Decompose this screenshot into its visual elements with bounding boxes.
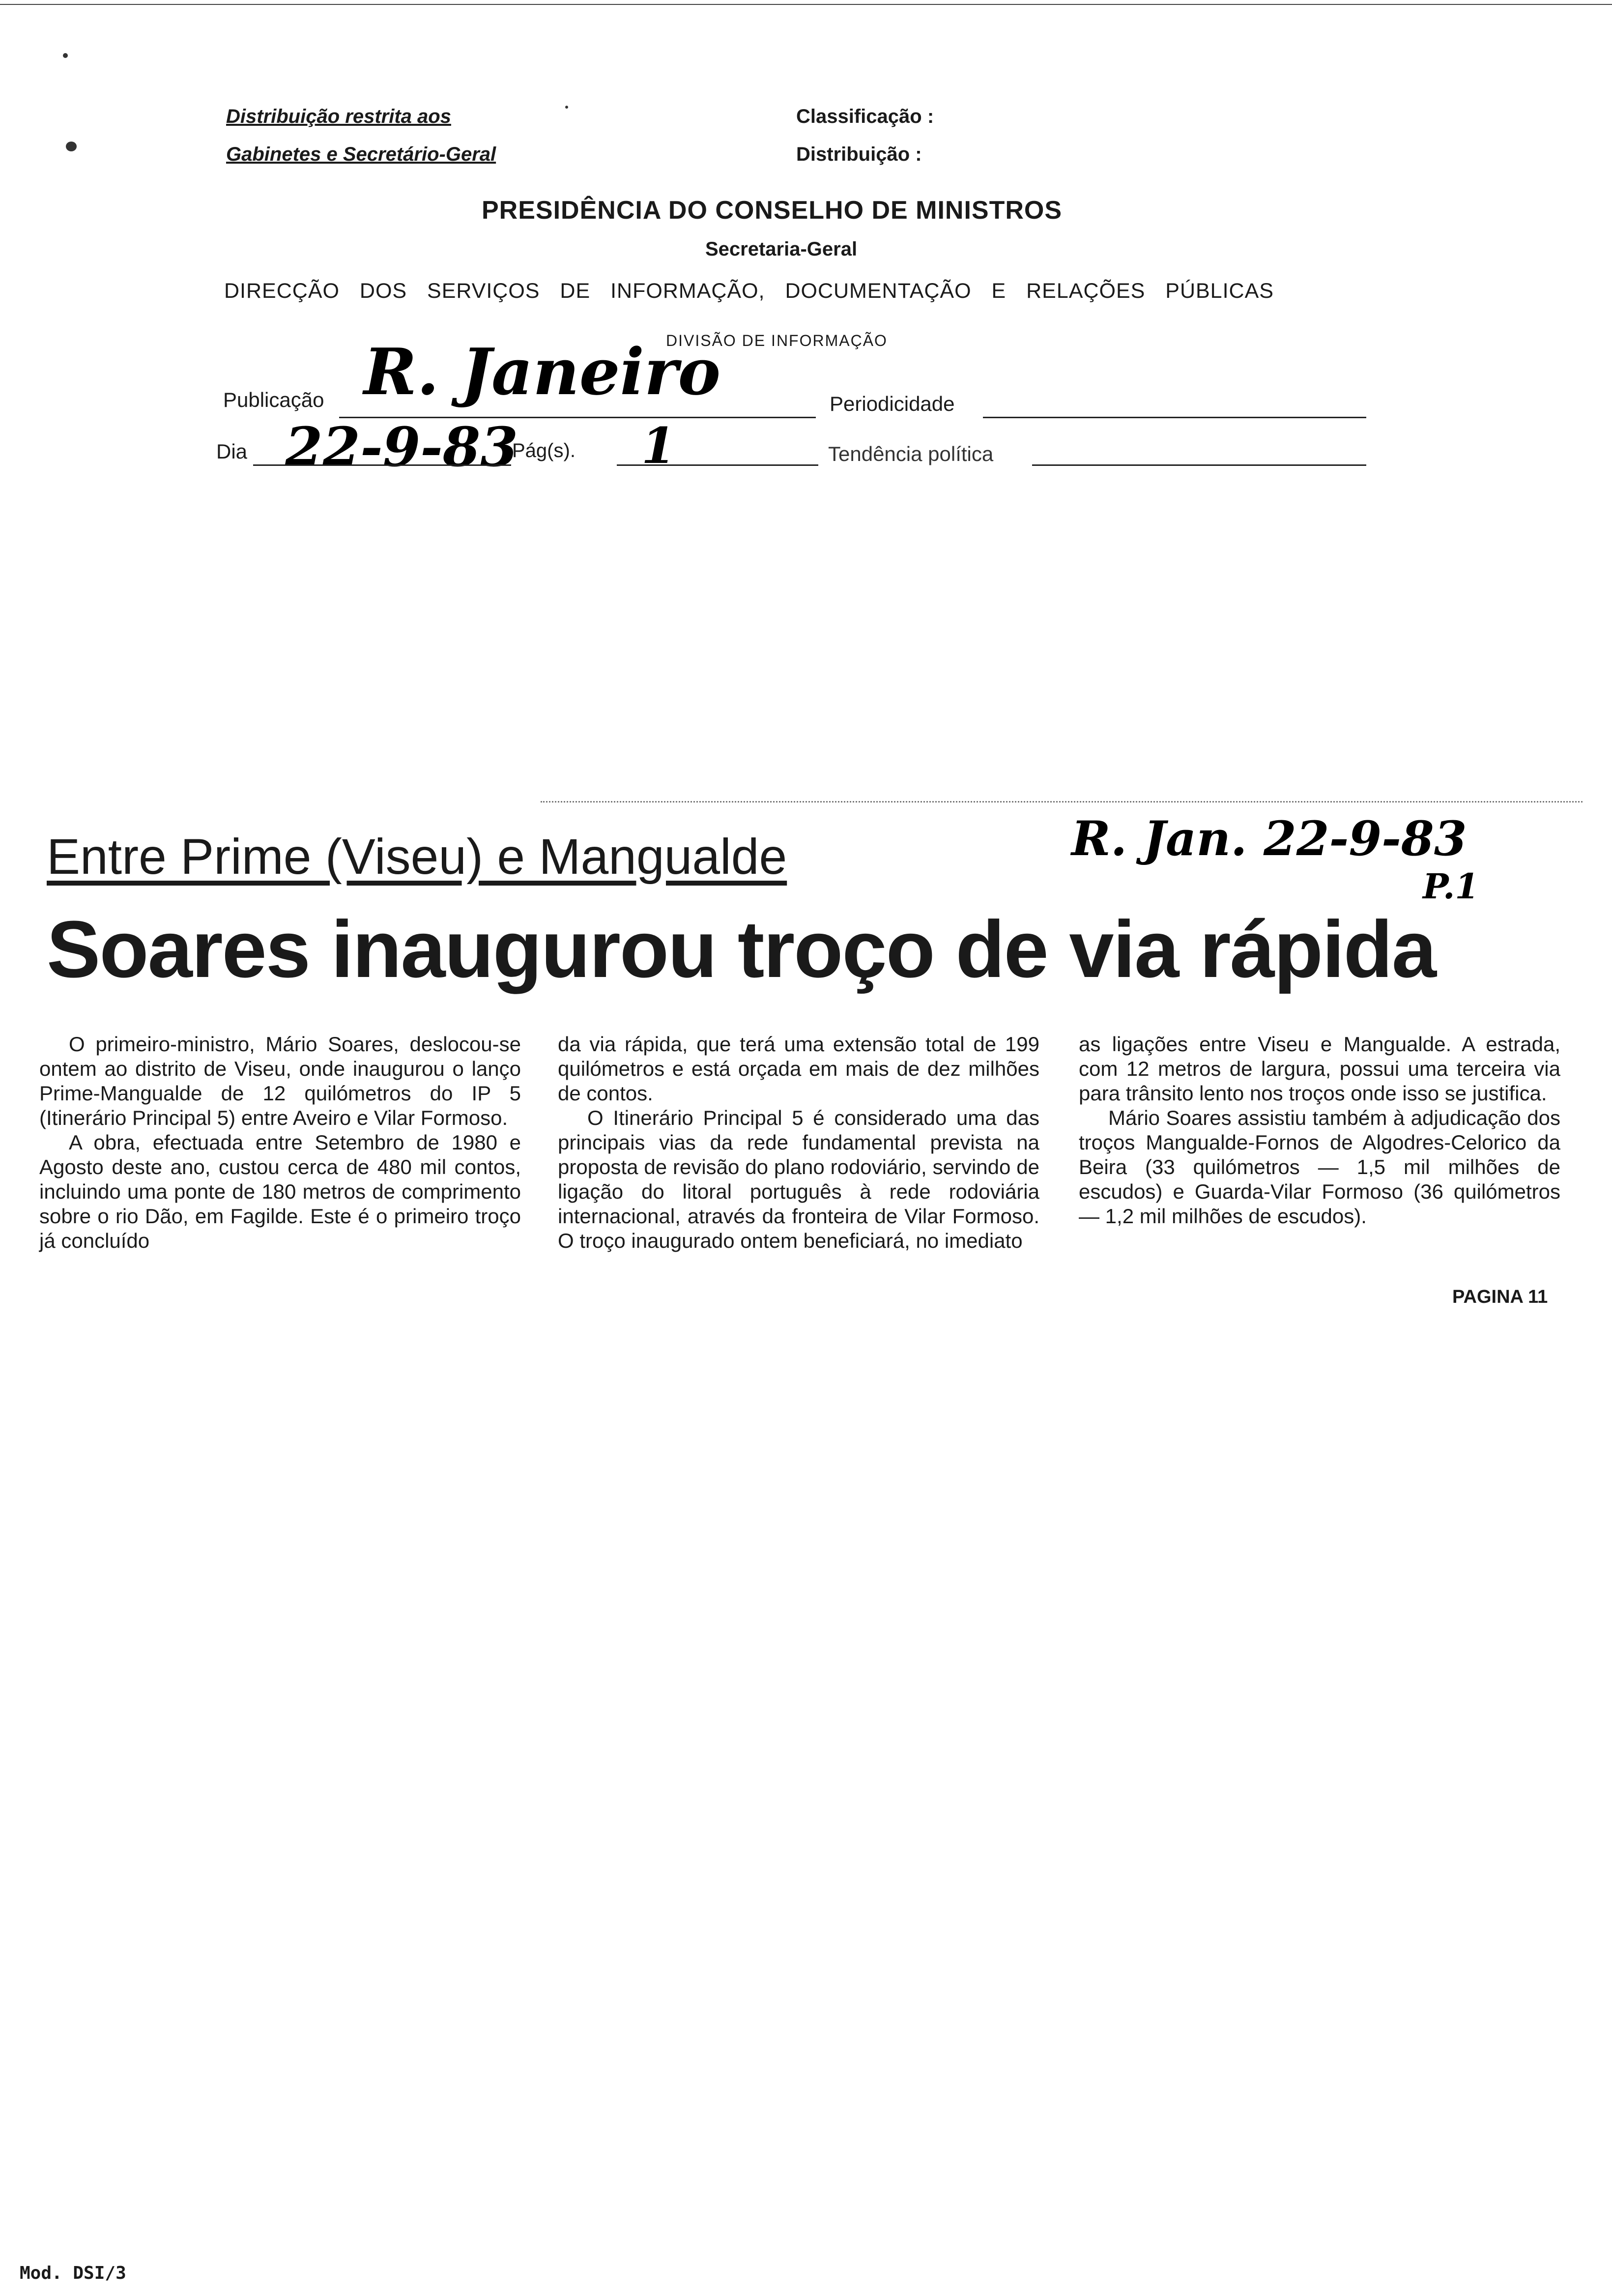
scan-top-border: [0, 4, 1612, 5]
direction-title: DIRECÇÃO DOS SERVIÇOS DE INFORMAÇÃO, DOCUMENTAÇÃO E RELAÇÕES PÚBLICAS: [224, 279, 1274, 303]
form-model-number: Mod. DSI/3: [20, 2263, 126, 2283]
handwritten-page-note: P.1: [1423, 866, 1479, 907]
periodicidade-line: [983, 417, 1366, 418]
col1-paragraph: O primeiro-ministro, Mário Soares, deslocou-se ontem ao distrito de Viseu, onde inaugurou o lanço Prime-Mangualde de 12 quilómetros do IP 5 (Itinerário Principal 5) entre Aveiro e Vilar Formoso.: [39, 1033, 521, 1129]
distribuicao-label: Distribuição :: [796, 144, 922, 165]
pags-line: [617, 464, 818, 466]
dia-line: [253, 464, 511, 466]
article-column-1: [39, 1032, 521, 1253]
article-kicker: Entre Prime (Viseu) e Mangualde: [47, 829, 787, 885]
article-column-3: [1079, 1032, 1560, 1229]
pags-value: 1: [641, 417, 676, 475]
col3-paragraph: Mário Soares assistiu também à adjudicação dos troços Mangualde-Fornos de Algodres-Celorico da Beira (33 quilómetros — 1,5 mil milhões de escudos) e Guarda-Vilar Formoso (36 quilómetros — 1,2 mil milhões de escudos).: [1079, 1106, 1560, 1228]
col1-paragraph: A obra, efectuada entre Setembro de 1980 e Agosto deste ano, custou cerca de 480 mil contos, incluindo uma ponte de 180 metros de comprimento sobre o rio Dão, em Fagilde. Este é o primeiro troço já concluído: [39, 1131, 521, 1252]
pags-label: Pág(s).: [512, 440, 576, 461]
periodicidade-label: Periodicidade: [830, 392, 955, 415]
dia-label: Dia: [216, 440, 248, 463]
tendencia-label: Tendência política: [828, 442, 994, 465]
distribution-line-2: Gabinetes e Secretário-Geral: [226, 144, 496, 165]
publicacao-label: Publicação: [223, 388, 324, 411]
article-headline: Soares inaugurou troço de via rápida: [47, 904, 1436, 994]
publicacao-value: R. Janeiro: [364, 334, 721, 409]
division-title: DIVISÃO DE INFORMAÇÃO: [666, 332, 888, 349]
scan-speck: [565, 106, 568, 109]
classificacao-label: Classificação :: [796, 106, 934, 127]
dia-value: 22-9-83: [285, 415, 518, 479]
col3-paragraph: as ligações entre Viseu e Mangualde. A estrada, com 12 metros de largura, possui uma terceira via para trânsito lento nos troços onde isso se justifica.: [1079, 1033, 1560, 1105]
scan-speck: [63, 53, 68, 58]
scan-speck: [66, 142, 77, 151]
tendencia-line: [1032, 464, 1366, 466]
handwritten-note: R. Jan. 22-9-83: [1071, 811, 1467, 866]
clipping-edge: [541, 801, 1583, 803]
col2-paragraph: da via rápida, que terá uma extensão total de 199 quilómetros e está orçada em mais de dez milhões de contos.: [558, 1033, 1039, 1105]
article-column-2: [558, 1032, 1039, 1253]
secretariat-title: Secretaria-Geral: [705, 238, 858, 260]
continuation-marker: PAGINA 11: [1452, 1287, 1548, 1307]
col2-paragraph: O Itinerário Principal 5 é considerado uma das principais vias da rede fundamental prevista na proposta de revisão do plano rodoviário, servindo de ligação do litoral português à rede rodoviária internacional, através da fronteira de Vilar Formoso. O troço inaugurado ontem beneficiará, no imediato: [558, 1106, 1039, 1252]
ministry-title: PRESIDÊNCIA DO CONSELHO DE MINISTROS: [482, 196, 1063, 225]
distribution-line-1: Distribuição restrita aos: [226, 106, 451, 127]
